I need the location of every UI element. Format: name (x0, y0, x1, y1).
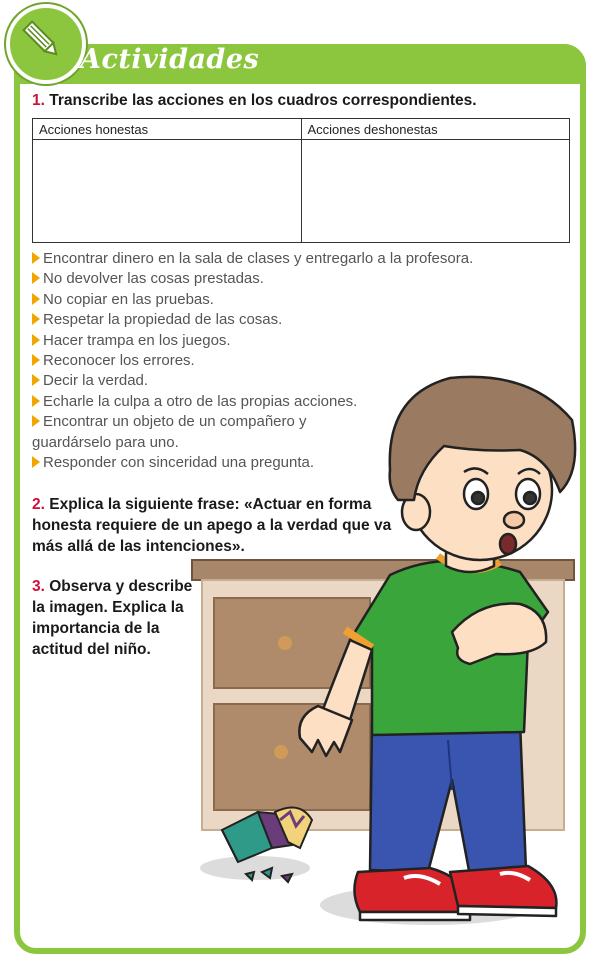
question-2-number: 2. (32, 496, 45, 513)
list-item: Encontrar dinero en la sala de clases y entregarlo a la profesora. (32, 249, 502, 269)
page-title: Actividades (80, 44, 260, 75)
list-item: Respetar la propiedad de las cosas. (32, 310, 502, 330)
table-header-honest: Acciones honestas (33, 119, 302, 140)
list-item: Echarle la culpa a otro de las propias acciones. (32, 392, 502, 412)
question-2: 2. Explica la siguiente frase: «Actuar en forma honesta requiere de un apego a la verdad que va más allá de las intenciones». (32, 496, 392, 555)
list-item: Decir la verdad. (32, 371, 502, 391)
list-item: Hacer trampa en los juegos. (32, 331, 502, 351)
table-header-dishonest: Acciones deshonestas (301, 119, 570, 140)
list-item: Responder con sinceridad una pregunta. (32, 453, 502, 473)
list-item: Reconocer los errores. (32, 351, 502, 371)
list-item-continuation: guardárselo para uno. (32, 433, 179, 451)
list-item: No copiar en las pruebas. (32, 290, 502, 310)
question-3-number: 3. (32, 578, 45, 595)
question-1-text: Transcribe las acciones en los cuadros correspondientes. (49, 92, 477, 109)
question-3: 3. Observa y describe la imagen. Explica la importancia de la actitud del niño. (32, 578, 193, 658)
question-1-number: 1. (32, 92, 45, 109)
list-item: Encontrar un objeto de un compañero y (32, 412, 502, 432)
list-item: No devolver las cosas prestadas. (32, 269, 502, 289)
